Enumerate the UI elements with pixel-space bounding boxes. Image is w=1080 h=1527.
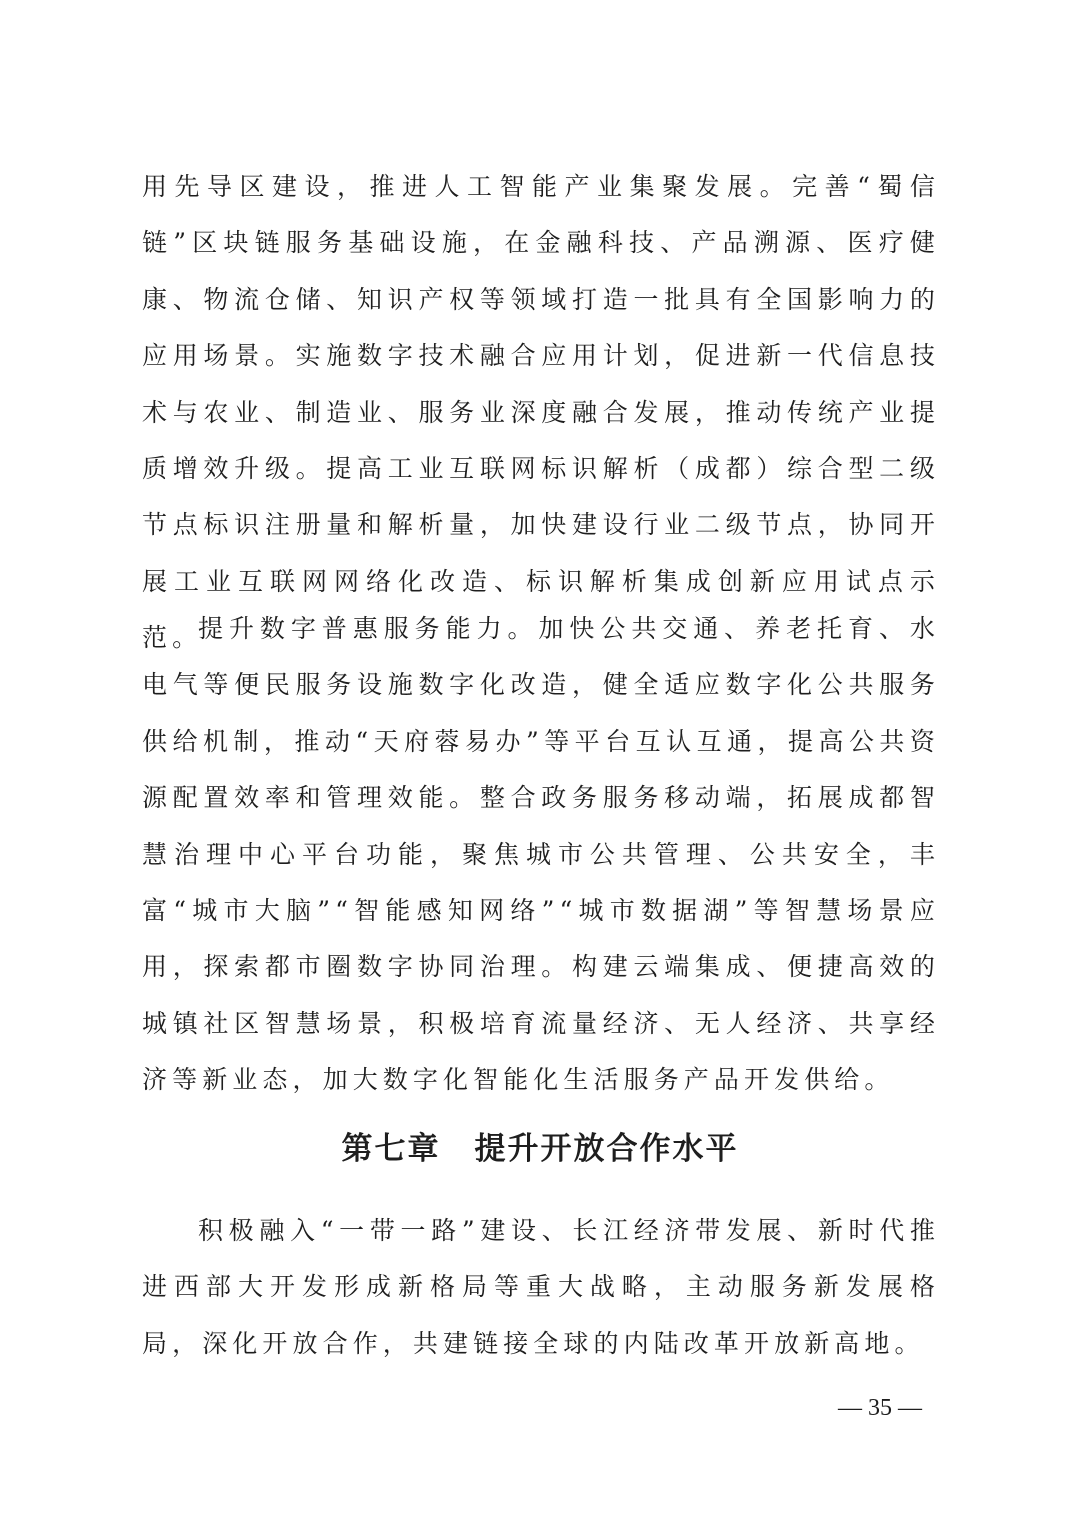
paragraph-chapter-intro: 积极融入“一带一路”建设、长江经济带发展、新时代推进西部大开发形成新格局等重大战略，主动服务新发展格局，深化开放合作，共建链接全球的内陆改革开放新高地。 [142, 1216, 940, 1358]
paragraph-digital-inclusive-services: 提升数字普惠服务能力。加快公共交通、养老托育、水电气等便民服务设施数字化改造，健全适应数字化公共服务供给机制，推动“天府蓉易办”等平台互认互通，提高公共资源配置效率和管理效能。整合政务服务移动端，拓展成都智慧治理中心平台功能，聚焦城市公共管理、公共安全，丰富“城市大脑”“智能感知网络”“城市数据湖”等智慧场景应用，探索都市圈数字协同治理。构建云端集成、便捷高效的城镇社区智慧场景，积极培育流量经济、无人经济、共享经济等新业态，加大数字化智能化生活服务产品开发供给。 [142, 614, 940, 1095]
chapter-heading [0, 1121, 1080, 1177]
paragraph-continued: 用先导区建设，推进人工智能产业集聚发展。完善“蜀信链”区块链服务基础设施，在金融科技、产品溯源、医疗健康、物流仓储、知识产权等领域打造一批具有全国影响力的应用场景。实施数字技术融合应用计划，促进新一代信息技术与农业、制造业、服务业深度融合发展，推动传统产业提质增效升级。提高工业互联网标识解析（成都）综合型二级节点标识注册量和解析量，加快建设行业二级节点，协同开展工业互联网网络化改造、标识解析集成创新应用试点示范。 [142, 172, 940, 653]
page-number: — 35 — [838, 1395, 922, 1421]
chapter-number: 第七章 [341, 1131, 441, 1167]
chapter-title: 提升开放合作水平 [474, 1131, 739, 1167]
